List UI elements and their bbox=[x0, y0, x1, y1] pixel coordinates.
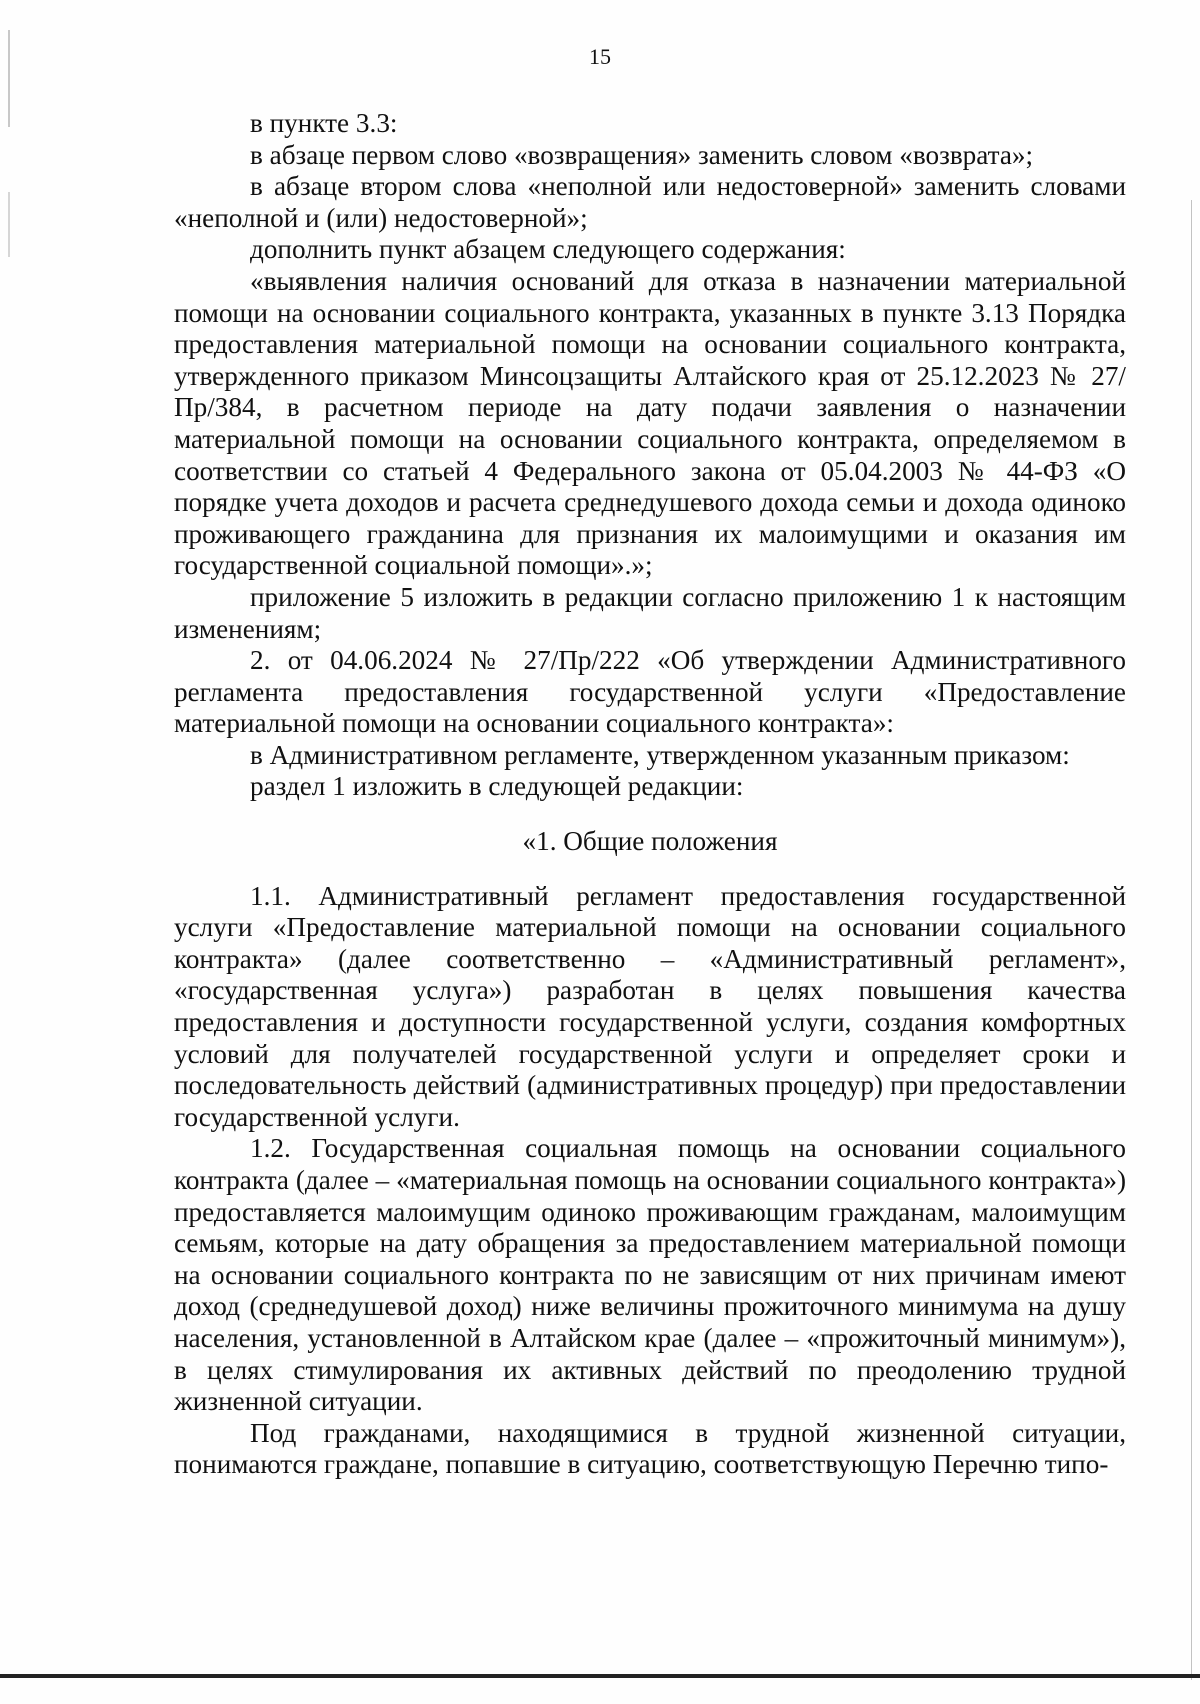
section-paragraph: 1.2. Государственная социальная помощь на основании социального контракта (далее – «материальная помощь на основании социального контракта») предоставляется малоимущим одиноко проживающим гражданам, малоимущим семьям, которые на дату обращения за предоставлением материальной помощи на основании социального контракта по не зависящим от них причинам имеют доход (среднедушевой доход) ниже величины прожиточного минимума на душу населения, установленной в Алтайском крае (далее – «прожиточный минимум»), в целях стимулирования их активных действий по преодолению трудной жизненной ситуации. bbox=[174, 1133, 1126, 1417]
page-number: 15 bbox=[589, 44, 611, 69]
paragraph: приложение 5 изложить в редакции согласно приложению 1 к настоящим изменениям; bbox=[174, 581, 1126, 644]
paragraph: раздел 1 изложить в следующей редакции: bbox=[250, 771, 744, 802]
scan-edge-right bbox=[1191, 200, 1192, 1680]
paragraph: 2. от 04.06.2024 № 27/Пр/222 «Об утверждении Административного регламента предоставления государственной услуги «Предоставление материальной помощи на основании социального контракта»: bbox=[174, 645, 1126, 739]
paragraph: дополнить пункт абзацем следующего содержания: bbox=[250, 234, 846, 265]
section-paragraph: 1.1. Административный регламент предоставления государственной услуги «Предоставление материальной помощи на основании социального контракта» (далее соответственно – «Административный регламент», «государственная услуга») разработан в целях повышения качества предоставления и доступности государственной услуги, создания комфортных условий для получателей государственной услуги и определяет сроки и последовательность действий (административных процедур) при предоставлении государственной услуги. bbox=[174, 880, 1126, 1132]
document-body bbox=[174, 108, 1126, 1481]
paragraph: в абзаце втором слова «неполной или недостоверной» заменить словами «неполной и (или) недостоверной»; bbox=[174, 171, 1126, 233]
scan-bottom-border bbox=[0, 1674, 1200, 1678]
scan-edge-left bbox=[8, 30, 10, 1650]
paragraph: в абзаце первом слово «возвращения» заменить словом «возврата»; bbox=[250, 139, 1034, 170]
paragraph: в пункте 3.3: bbox=[250, 108, 398, 138]
section-paragraph: Под гражданами, находящимися в трудной жизненной ситуации, понимаются граждане, попавшие в ситуацию, соответствующую Перечню типо- bbox=[174, 1417, 1126, 1480]
paragraph: «выявления наличия оснований для отказа в назначении материальной помощи на основании социального контракта, указанных в пункте 3.13 Порядка предоставления материальной помощи на основании социального контракта, утвержденного приказом Минсоцзащиты Алтайского края от 25.12.2023 № 27/Пр/384, в расчетном периоде на дату подачи заявления о назначении материальной помощи на основании социального контракта, определяемом в соответствии со статьей 4 Федерального закона от 05.04.2003 № 44-ФЗ «О порядке учета доходов и расчета среднедушевого дохода семьи и дохода одиноко проживающего гражданина для признания их малоимущими и оказания им государственной социальной помощи».»; bbox=[174, 265, 1126, 581]
paragraph: в Административном регламенте, утвержденном указанным приказом: bbox=[250, 739, 1070, 770]
section-heading: «1. Общие положения bbox=[522, 826, 778, 857]
